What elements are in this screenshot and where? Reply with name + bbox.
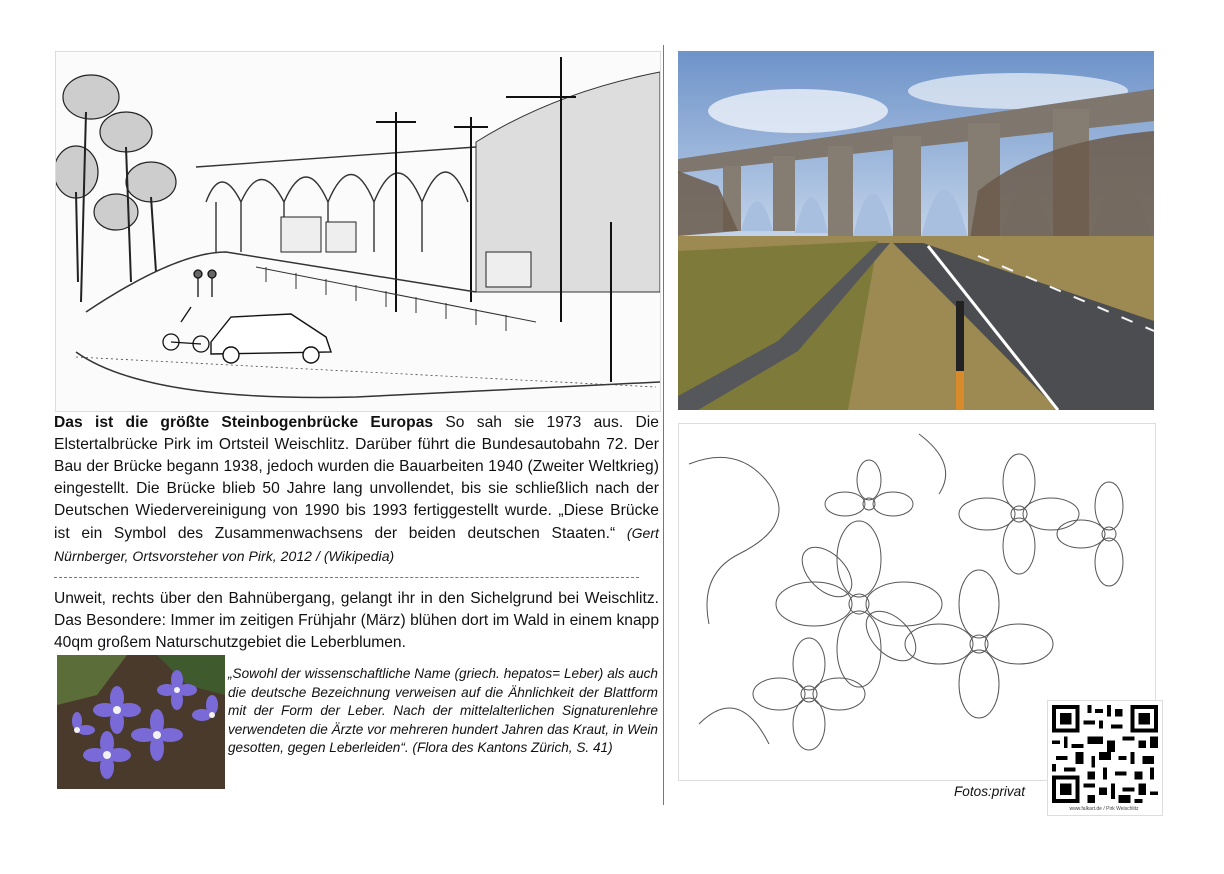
bridge-sketch-image <box>55 51 661 412</box>
qr-code-icon[interactable] <box>1047 700 1163 816</box>
hepatica-quote: „Sowohl der wissenschaftliche Name (griech. hepatos= Leber) als auch die deutsche Bezeichnung verweisen auf die Ähnlichkeit der Blattform mit der Form der Leber. Nach der mittelalterlichen Signaturenlehre verwendeten die Ärzte vor mehreren hundert Jahren das Kraut, in Wein gesotten, gegen Leberleiden“. (Flora des Kantons Zürich, S. 41) <box>228 666 658 755</box>
hepatica-photo <box>57 655 225 789</box>
qr-caption: www.falkart.de / Pirk Weischlitz <box>1069 806 1139 812</box>
photo-credit: Fotos:privat <box>954 784 1026 799</box>
bridge-description <box>54 412 659 568</box>
bridge-headline: Das ist die größte Steinbogenbrücke Europas <box>54 414 434 431</box>
column-divider <box>663 45 664 805</box>
sichelgrund-text: Unweit, rechts über den Bahnübergang, gelangt ihr in den Sichelgrund bei Weischlitz. Das Besondere: Immer im zeitigen Frühjahr (März) blühen dort im Wald in einem knapp 40qm großem Naturschutzgebiet die Leberblumen. <box>54 590 659 651</box>
bridge-photo <box>678 51 1154 410</box>
dashed-separator <box>54 577 639 578</box>
bridge-text: So sah sie 1973 aus. Die Elstertalbrücke Pirk im Ortsteil Weischlitz. Darüber führt die Bundesautobahn 72. Der Bau der Brücke begann 1938, jedoch wurden die Bauarbeiten 1940 (Zweiter Weltkrieg) eingestellt. Die Brücke blieb 50 Jahre lang unvollendet, bis sie schließlich nach der Deutschen Wiedervereinigung von 1990 bis 1993 fertiggestellt wurde. „Diese Brücke ist ein Symbol des Zusammenwachsens der beiden deutschen Staaten.“ <box>54 414 659 542</box>
bridge-citation: (Gert Nürnberger, Ortsvorsteher von Pirk, 2012 / (Wikipedia) <box>54 525 659 564</box>
